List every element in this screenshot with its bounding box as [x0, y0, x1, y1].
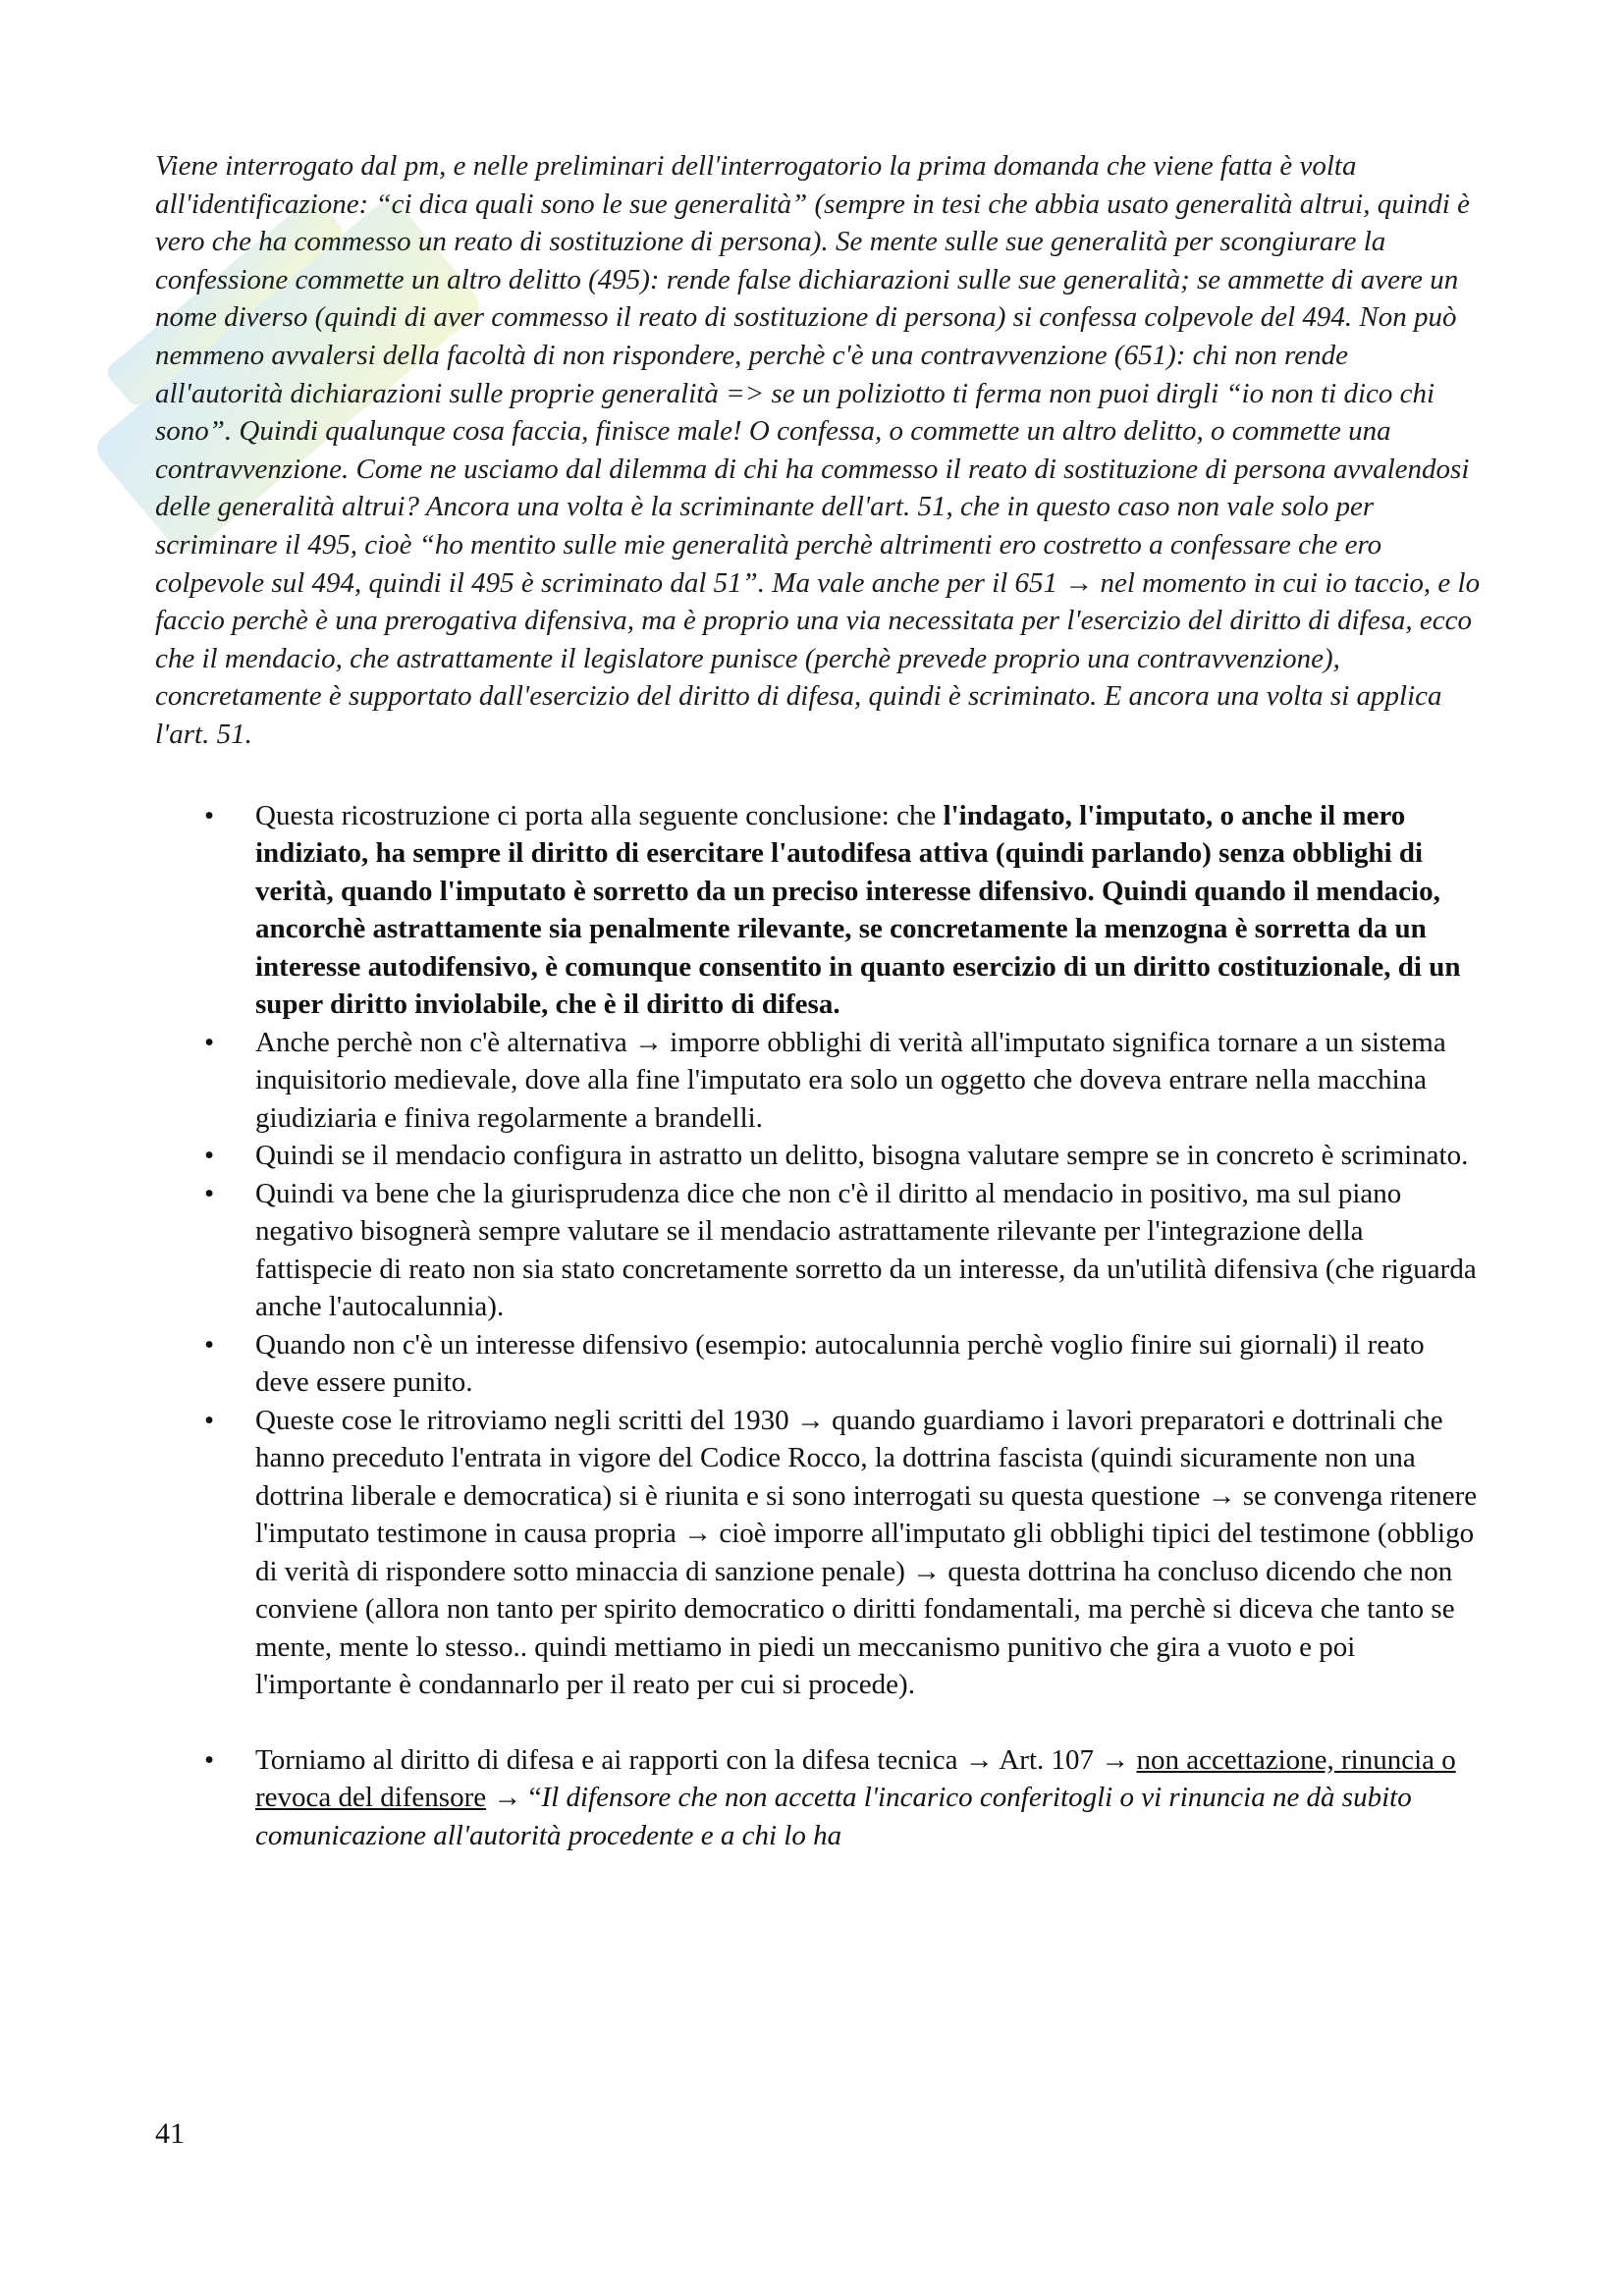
bullet-list [155, 797, 1481, 1855]
bullet-marker: • [204, 1177, 215, 1209]
list-item [155, 797, 1481, 1024]
bullet-marker: • [204, 1026, 215, 1058]
list-item-text: Quindi se il mendacio configura in astratto un delitto, bisogna valutare sempre se in concreto è scriminato. [255, 1140, 1469, 1171]
bullet-marker: • [204, 1140, 215, 1171]
list-item-text: Queste cose le ritroviamo negli scritti del 1930 → quando guardiamo i lavori preparatori e dottrinali che hanno preceduto l'entrata in vigore del Codice Rocco, la dottrina fascista (quindi sicuramente non una dottrina liberale e democratica) si è riunita e si sono interrogati su questa questione → se convenga ritenere l'imputato testimone in causa propria → cioè imporre all'imputato gli obblighi tipici del testimone (obbligo di verità di rispondere sotto minaccia di sanzione penale) → questa dottrina ha concluso dicendo che non conviene (allora non tanto per spirito democratico o diritti fondamentali, ma perchè si diceva che tanto se mente, mente lo stesso.. quindi mettiamo in piedi un meccanismo punitivo che gira a vuoto e poi l'importante è condannarlo per il reato per cui si procede). [255, 1404, 1478, 1700]
list-item-text: Quando non c'è un interesse difensivo (esempio: autocalunnia perchè voglio finire sui giornali) il reato deve essere punito. [255, 1328, 1425, 1398]
bullet-marker: • [204, 1404, 215, 1436]
list-item [155, 1175, 1481, 1326]
intro-italic-paragraph: Viene interrogato dal pm, e nelle preliminari dell'interrogatorio la prima domanda che viene fatta è volta all'identificazione: “ci dica quali sono le sue generalità” (sempre in tesi che abbia usato generalità altrui, quindi è vero che ha commesso un reato di sostituzione di persona). Se mente sulle sue generalità per scongiurare la confessione commette un altro delitto (495): rende false dichiarazioni sulle sue generalità; se ammette di avere un nome diverso (quindi di aver commesso il reato di sostituzione di persona) si confessa colpevole del 494. Non può nemmeno avvalersi della facoltà di non rispondere, perchè c'è una contravvenzione (651): chi non rende all'autorità dichiarazioni sulle proprie generalità => se un poliziotto ti ferma non puoi dirgli “io non ti dico chi sono”. Quindi qualunque cosa faccia, finisce male! O confessa, o commette un altro delitto, o commette una contravvenzione. Come ne usciamo dal dilemma di chi ha commesso il reato di sostituzione di persona avvalendosi delle generalità altrui? Ancora una volta è la scriminante dell'art. 51, che in questo caso non vale solo per scriminare il 495, cioè “ho mentito sulle mie generalità perchè altrimenti ero costretto a confessare che ero colpevole sul 494, quindi il 495 è scriminato dal 51”. Ma vale anche per il 651 → nel momento in cui io taccio, e lo faccio perchè è una prerogativa difensiva, ma è proprio una via necessitata per l'esercizio del diritto di difesa, ecco che il mendacio, che astrattamente il legislatore punisce (perchè prevede proprio una contravvenzione), concretamente è supportato dall'esercizio del diritto di difesa, quindi è scriminato. E ancora una volta si applica l'art. 51. [155, 150, 1481, 750]
bullet-marker: • [204, 799, 215, 831]
document-page [155, 147, 1481, 1854]
list-item-text: Questa ricostruzione ci porta alla seguente conclusione: che [255, 799, 944, 831]
list-item-bold-text: l'indagato, l'imputato, o anche il mero indiziato, ha sempre il diritto di esercitare l'autodifesa attiva (quindi parlando) senza obblighi di verità, quando l'imputato è sorretto da un preciso interesse difensivo. Quindi quando il mendacio, ancorchè astrattamente sia penalmente rilevante, se concretamente la menzogna è sorretta da un interesse autodifensivo, è comunque consentito in quanto esercizio di un diritto costituzionale, di un super diritto inviolabile, che è il diritto di difesa. [255, 799, 1461, 1020]
list-item [155, 1402, 1481, 1704]
list-item-text: Quindi va bene che la giurisprudenza dice che non c'è il diritto al mendacio in positivo, ma sul piano negativo bisognerà sempre valutare se il mendacio astrattamente rilevante per l'integrazione della fattispecie di reato non sia stato concretamente sorretto da un interesse, da un'utilità difensiva (che riguarda anche l'autocalunnia). [255, 1177, 1477, 1322]
list-item-text: → “ [486, 1782, 542, 1813]
page-number: 41 [155, 2117, 185, 2150]
list-item [155, 1326, 1481, 1402]
list-item-text: Torniamo al diritto di difesa e ai rapporti con la difesa tecnica → Art. 107 → [255, 1743, 1137, 1776]
list-item [155, 1741, 1481, 1855]
list-item [155, 1137, 1481, 1175]
bullet-marker: • [204, 1328, 215, 1361]
list-item [155, 1024, 1481, 1138]
list-item-text: Anche perchè non c'è alternativa → imporre obblighi di verità all'imputato significa tornare a un sistema inquisitorio medievale, dove alla fine l'imputato era solo un oggetto che doveva entrare nella macchina giudiziaria e finiva regolarmente a brandelli. [255, 1026, 1446, 1134]
quoted-article-text: Il difensore che non accetta l'incarico conferitogli o vi rinuncia ne dà subito comunicazione all'autorità procedente e a chi lo ha [255, 1782, 1412, 1851]
bullet-marker: • [204, 1743, 215, 1776]
underlined-heading: non accettazione, rinuncia o revoca del difensore [255, 1743, 1456, 1813]
